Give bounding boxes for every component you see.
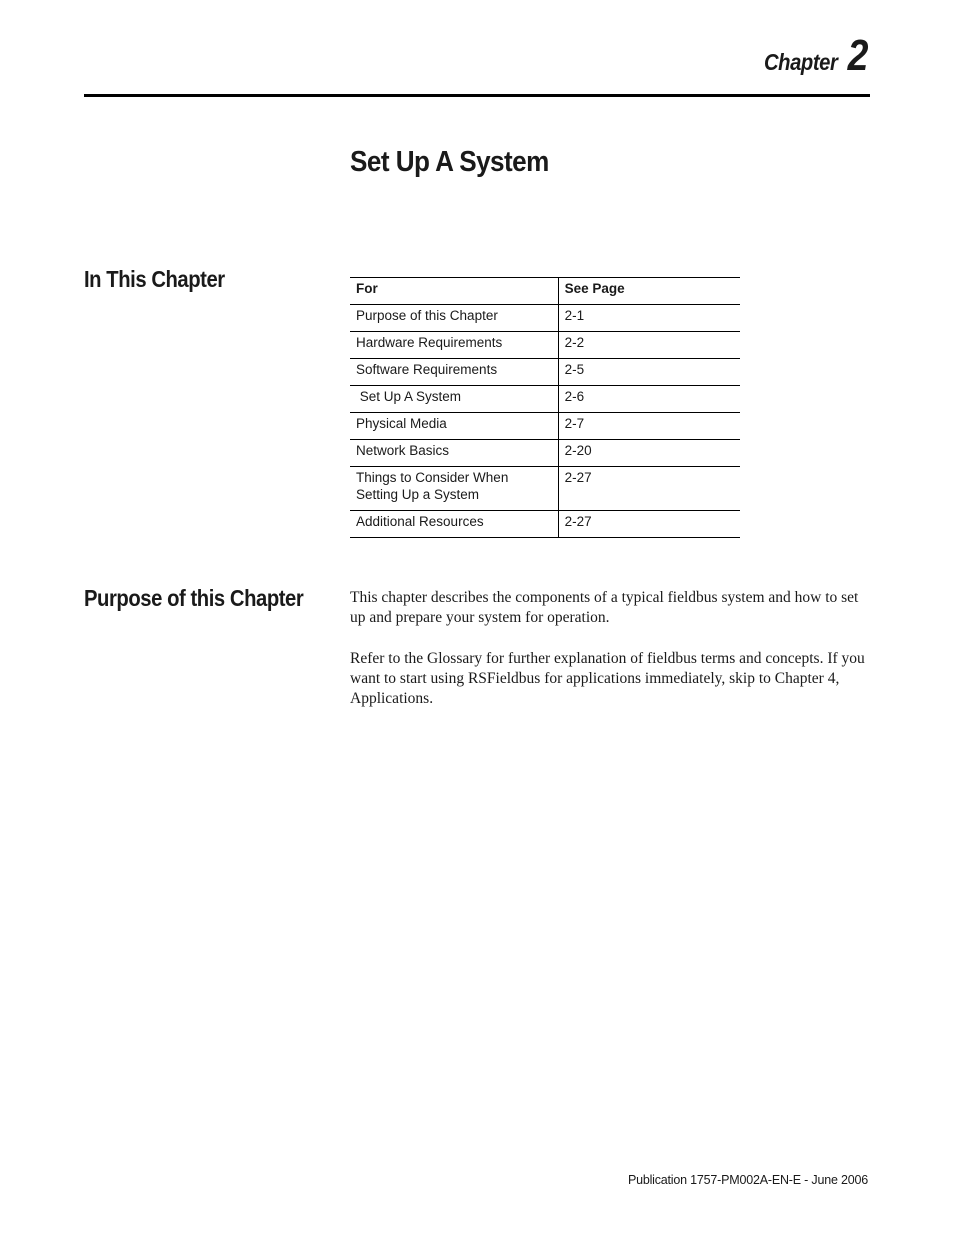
purpose-paragraph-1: This chapter describes the components of a typical fieldbus system and how to set up and prepare your system for operation. bbox=[350, 589, 859, 626]
table-row bbox=[350, 359, 740, 386]
table-row bbox=[350, 305, 740, 332]
table-header-row bbox=[350, 278, 740, 305]
toc-topic: Network Basics bbox=[350, 440, 558, 467]
chapter-header bbox=[754, 31, 868, 80]
toc-page: 2-6 bbox=[558, 386, 740, 413]
toc-topic: Purpose of this Chapter bbox=[350, 305, 558, 332]
toc-page: 2-1 bbox=[558, 305, 740, 332]
table-row bbox=[350, 413, 740, 440]
toc-topic: Software Requirements bbox=[350, 359, 558, 386]
toc-topic: Hardware Requirements bbox=[350, 332, 558, 359]
table-row bbox=[350, 386, 740, 413]
chapter-contents-table bbox=[350, 277, 740, 538]
column-header-for: For bbox=[350, 278, 558, 305]
toc-page: 2-27 bbox=[564, 514, 592, 529]
table-row bbox=[350, 440, 740, 467]
purpose-paragraph-2: Refer to the Glossary for further explanation of fieldbus terms and concepts. If you want to start using RSFieldbus for applications immediately, skip to Chapter 4, Applications. bbox=[350, 650, 865, 707]
toc-page: 2-7 bbox=[558, 413, 740, 440]
toc-topic: Things to Consider When Setting Up a System bbox=[350, 467, 558, 511]
publication-footer: Publication 1757-PM002A-EN-E - June 2006 bbox=[627, 1173, 868, 1187]
table-row bbox=[350, 467, 740, 511]
section-heading-in-this-chapter: In This Chapter bbox=[84, 266, 225, 292]
page-title: Set Up A System bbox=[350, 146, 549, 178]
chapter-label: Chapter bbox=[764, 49, 838, 75]
section-heading-purpose: Purpose of this Chapter bbox=[84, 585, 304, 611]
table-row bbox=[350, 511, 740, 538]
toc-topic: Additional Resources bbox=[350, 511, 558, 538]
chapter-rule bbox=[84, 94, 870, 97]
table-row bbox=[350, 332, 740, 359]
toc-topic: Set Up A System bbox=[350, 386, 558, 413]
toc-page: 2-20 bbox=[558, 440, 740, 467]
toc-page: 2-27 bbox=[558, 467, 740, 511]
column-header-see-page: See Page bbox=[558, 278, 740, 305]
toc-topic: Physical Media bbox=[350, 413, 558, 440]
toc-page: 2-5 bbox=[558, 359, 740, 386]
toc-page: 2-2 bbox=[558, 332, 740, 359]
chapter-number: 2 bbox=[847, 31, 868, 80]
